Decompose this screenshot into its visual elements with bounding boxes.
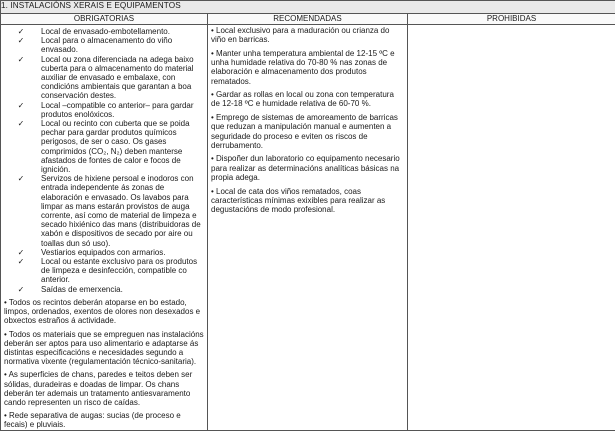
recomendadas-item: • Emprego de sistemas de amoreamento de barricas que reduzan a manipulación manual e aumenten a seguridade do proceso e eviten os riscos de derrubamento. xyxy=(211,113,398,150)
checkmark-icon: ✓ xyxy=(17,100,25,110)
check-list-item xyxy=(1,119,207,174)
check-list-item xyxy=(1,174,207,248)
content-row xyxy=(1,25,615,431)
check-item-text: Local de envasado-embotellamento. xyxy=(41,27,170,36)
obrigatorias-cell xyxy=(1,25,208,431)
check-list-item xyxy=(1,27,207,36)
check-item-text: Vestiarios equipados con armarios. xyxy=(41,247,166,257)
check-item-text: Local ou recinto con cuberta que se poida pechar para gardar produtos químicos perigosos, de ser o caso. Os gases comprimidos (CO₂, N₂) deben manterse afastados de fontes de calor e focos de ignición. xyxy=(41,119,190,175)
checkmark-icon: ✓ xyxy=(17,174,25,184)
recomendadas-item: • Local de cata dos viños rematados, coas características mínimas exixibles para realizar as degustacións de modo profesional. xyxy=(211,186,386,214)
check-item-text: Local ou zona diferenciada na adega baixo cuberta para o almacenamento do material auxiliar de envasado e embalaxe, con condicións ambientais que garantan a boa conservación destes. xyxy=(41,54,194,101)
check-list-item xyxy=(1,248,207,257)
section-title-row xyxy=(1,1,615,14)
obrigatorias-bullet-item: • Rede separativa de augas: sucias (de proceso e fecais) e pluviais. xyxy=(4,411,181,430)
recomendadas-cell xyxy=(208,25,408,431)
check-list-item xyxy=(1,101,207,119)
check-item-text: Local para o almacenamento do viño envasado. xyxy=(41,36,173,55)
check-list-item xyxy=(1,55,207,101)
checkmark-icon: ✓ xyxy=(17,36,25,46)
section-title: 1. INSTALACIÓNS XERAIS E EQUIPAMENTOS xyxy=(1,1,615,14)
recomendadas-item: • Manter unha temperatura ambiental de 12-15 ºC e unha humidade relativa do 70-80 % nas zonas de elaboración e almacenamento dos produtos rematados. xyxy=(211,48,395,86)
check-item-text: Local –compatible co anterior– para gardar produtos enolóxicos. xyxy=(41,100,194,119)
checkmark-icon: ✓ xyxy=(17,119,25,129)
prohibidas-cell xyxy=(408,25,615,431)
recomendadas-list xyxy=(208,25,407,214)
check-list-item xyxy=(1,257,207,285)
header-recomendadas: RECOMENDADAS xyxy=(208,14,408,25)
checkmark-icon: ✓ xyxy=(17,247,25,257)
check-list-item xyxy=(1,36,207,54)
checkmark-icon: ✓ xyxy=(17,54,25,64)
check-list-item xyxy=(1,285,207,294)
obrigatorias-bullet-item: • As superficies de chans, paredes e teitos deben ser sólidas, duradeiras e doadas de limpar. Os chans deberán ter ademais un tratamento antiesvaramento cando representen un risco de caídas. xyxy=(4,370,193,407)
checkmark-icon: ✓ xyxy=(17,284,25,294)
obrigatorias-bullet-list xyxy=(1,298,207,430)
check-item-text: Local ou estante exclusivo para os produtos de limpeza e desinfección, compatible co anterior. xyxy=(41,257,198,285)
checkmark-icon: ✓ xyxy=(17,257,25,267)
recomendadas-item: • Local exclusivo para a maduración ou crianza do viño en barricas. xyxy=(211,26,390,45)
recomendadas-item: • Gardar as rollas en local ou zona con temperatura de 12-18 ºC e humidade relativa de 60-70 %. xyxy=(211,90,394,109)
header-prohibidas: PROHIBIDAS xyxy=(408,14,615,25)
header-obrigatorias: OBRIGATORIAS xyxy=(1,14,208,25)
check-item-text: Servizos de hixiene persoal e inodoros con entrada independente ás zonas de elaboración e envasado. Os lavabos para limpar as mans estarán provistos de auga corrente, así como de material de limpeza e secado hixiénico das mans (distribuidoras de xabón e dispositivos de secado por aire ou toallas dun só uso). xyxy=(41,174,201,248)
checkmark-icon: ✓ xyxy=(17,27,25,36)
recomendadas-item: • Dispoñer dun laboratorio co equipamento necesario para realizar as determinacións analíticas básicas na propia adega. xyxy=(211,154,400,182)
column-header-row xyxy=(1,14,615,25)
check-item-text: Saídas de emerxencia. xyxy=(41,284,123,294)
obrigatorias-check-list xyxy=(1,27,207,294)
obrigatorias-bullet-item: • Todos os materiais que se empreguen nas instalacións deberán ser aptos para uso alimentario e adaptarse ás distintas especificacións e necesidades segundo a normativa vixente (regulamentación técnico-sanitaria). xyxy=(4,329,204,367)
obrigatorias-bullet-item: • Todos os recintos deberán atoparse en bo estado, limpos, ordenados, exentos de olores non desexados e obxectos estraños á actividade. xyxy=(4,297,201,326)
